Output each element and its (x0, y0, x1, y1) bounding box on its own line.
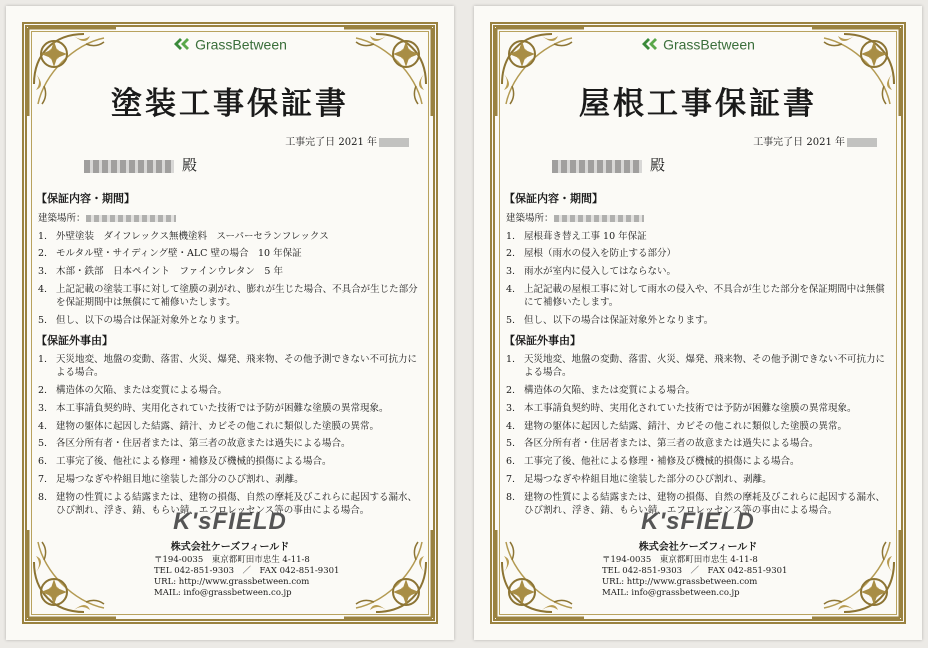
company-address: 〒194-0035 東京都町田市忠生 4-11-8 (602, 555, 758, 565)
list-item (504, 284, 892, 310)
company-url: URL: http://www.grassbetween.com (154, 577, 310, 588)
item-text: 建物の躯体に起因した結露、錆汁、カビその他これに類似した塗膜の異常。 (524, 420, 848, 432)
item-number: 4. (506, 284, 516, 296)
roofing-warranty-certificate (474, 6, 922, 640)
certificate-title: 塗装工事保証書 (111, 86, 349, 122)
company-url: URL: http://www.grassbetween.com (602, 577, 758, 588)
item-number: 3. (38, 266, 48, 278)
company-mail: MAIL: info@grassbetween.co.jp (154, 588, 292, 599)
item-text: 上記記載の塗装工事に対して塗膜の剥がれ、膨れが生じた場合、不具合が生じた部分を保証期間中は無償にて補修いたします。 (56, 284, 418, 308)
item-text: 建物の性質による結露または、建物の損傷、自然の摩耗及びこれらに起因する漏水、ひび割れ、浮き、錆、もらい錆、エフロレッセンス等の事由による場合。 (524, 491, 886, 516)
redacted-address (86, 215, 176, 222)
item-text: 各区分所有者・住居者または、第三者の故意または過失による場合。 (56, 438, 351, 450)
guarantee-list (36, 231, 424, 328)
exclusion-heading: 【保証外事由】 (36, 333, 113, 347)
guarantee-heading: 【保証内容・期間】 (504, 192, 603, 205)
item-text: 屋根（雨水の侵入を防止する部分） (524, 248, 677, 260)
item-number: 1. (506, 354, 516, 366)
item-number: 3. (506, 402, 516, 414)
item-text: 天災地変、地盤の変動、落雷、火災、爆発、飛来物、その他予測できない不可抗力による場合。 (56, 354, 418, 379)
completion-date-label: 工事完了日 2021 年 (285, 137, 377, 148)
item-number: 6. (506, 456, 516, 468)
item-text: 本工事請負契約時、実用化されていた技術では予防が困難な塗膜の異常現象。 (524, 402, 857, 414)
logo-text: GrassBetween (663, 36, 755, 53)
list-item (504, 248, 892, 261)
painting-warranty-certificate (6, 6, 454, 640)
list-item (504, 403, 892, 416)
list-item (36, 385, 424, 398)
item-number: 1. (506, 230, 516, 242)
list-item (36, 456, 424, 469)
company-address: 〒194-0035 東京都町田市忠生 4-11-8 (154, 555, 310, 565)
list-item (504, 438, 892, 451)
list-item (36, 438, 424, 451)
item-text: 但し、以下の場合は保証対象外となります。 (524, 314, 714, 326)
item-text: 本工事請負契約時、実用化されていた技術では予防が困難な塗膜の異常現象。 (56, 402, 389, 414)
item-text: 構造体の欠陥、または変質による場合。 (56, 385, 228, 396)
list-item (36, 421, 424, 434)
guarantee-heading: 【保証内容・期間】 (36, 192, 135, 205)
item-text: 外壁塗装 ダイフレックス無機塗料 スーパーセランフレックス (56, 230, 329, 242)
company-brand-logo: K'sFIELD (641, 508, 755, 535)
certificate-body (504, 188, 892, 524)
completion-date (285, 133, 409, 148)
company-phone: TEL 042-851-9303 ／ FAX 042-851-9301 (602, 566, 788, 577)
list-item (504, 354, 892, 380)
list-item (36, 284, 424, 310)
item-number: 2. (506, 385, 516, 396)
completion-date (753, 133, 877, 148)
item-text: モルタル壁・サイディング壁・ALC 壁の場合 10 年保証 (56, 248, 302, 260)
list-item (36, 474, 424, 487)
addressee-honorific: 殿 (650, 156, 666, 174)
list-item (504, 474, 892, 487)
item-number: 5. (506, 438, 516, 450)
item-number: 7. (506, 474, 516, 486)
site-label: 建築場所： (506, 212, 554, 224)
addressee (552, 154, 665, 175)
exclusion-list (504, 354, 892, 517)
list-item (36, 231, 424, 244)
logo-text: GrassBetween (195, 36, 287, 53)
company-block (474, 508, 922, 553)
item-text: 屋根葺き替え工事 10 年保証 (524, 230, 647, 242)
redacted-name (84, 160, 174, 173)
item-number: 6. (38, 456, 48, 468)
item-number: 4. (38, 420, 48, 432)
item-number: 3. (38, 402, 48, 414)
list-item (504, 231, 892, 244)
grass-chevron-icon (641, 37, 659, 51)
addressee-honorific: 殿 (182, 156, 198, 174)
item-text: 工事完了後、他社による修理・補修及び機械的損傷による場合。 (524, 456, 800, 468)
item-text: 天災地変、地盤の変動、落雷、火災、爆発、飛来物、その他予測できない不可抗力による場合。 (524, 354, 886, 379)
item-number: 1. (38, 354, 48, 366)
item-text: 雨水が室内に侵入してはならない。 (524, 266, 677, 278)
redacted-date (847, 138, 877, 147)
certificate-title: 屋根工事保証書 (579, 86, 817, 122)
item-text: 各区分所有者・住居者または、第三者の故意または過失による場合。 (524, 438, 819, 450)
company-brand-logo: K'sFIELD (173, 508, 287, 535)
list-item (504, 315, 892, 328)
certificate-body (36, 188, 424, 524)
item-number: 8. (506, 491, 516, 503)
list-item (36, 315, 424, 328)
company-contact (154, 555, 339, 599)
item-number: 5. (506, 314, 516, 326)
grassbetween-logo (6, 35, 454, 52)
item-number: 7. (38, 474, 48, 486)
company-phone: TEL 042-851-9303 ／ FAX 042-851-9301 (154, 566, 340, 577)
list-item (504, 385, 892, 398)
site-line (38, 213, 424, 226)
list-item (36, 354, 424, 380)
item-text: 上記記載の屋根工事に対して雨水の侵入や、不具合が生じた部分を保証期間中は無償にて補修いたします。 (524, 284, 885, 308)
completion-date-label: 工事完了日 2021 年 (753, 137, 845, 148)
site-line (506, 213, 892, 226)
company-name: 株式会社ケーズフィールド (170, 542, 290, 553)
redacted-name (552, 160, 642, 173)
item-number: 5. (38, 314, 48, 326)
item-number: 8. (38, 491, 48, 503)
guarantee-list (504, 231, 892, 328)
item-number: 4. (506, 420, 516, 432)
list-item (36, 248, 424, 261)
item-text: 構造体の欠陥、または変質による場合。 (524, 385, 696, 396)
list-item (504, 266, 892, 279)
addressee (84, 154, 197, 175)
company-block (6, 508, 454, 553)
item-text: 木部・鉄部 日本ペイント ファインウレタン 5 年 (56, 266, 283, 278)
item-number: 4. (38, 284, 48, 296)
item-text: 建物の性質による結露または、建物の損傷、自然の摩耗及びこれらに起因する漏水、ひび割れ、浮き、錆、もらい錆、エフロレッセンス等の事由による場合。 (56, 491, 418, 516)
exclusion-list (36, 354, 424, 517)
redacted-address (554, 215, 644, 222)
company-mail: MAIL: info@grassbetween.co.jp (602, 588, 740, 599)
item-text: 工事完了後、他社による修理・補修及び機械的損傷による場合。 (56, 456, 332, 468)
item-number: 3. (506, 266, 516, 278)
item-number: 5. (38, 438, 48, 450)
grassbetween-logo (474, 35, 922, 52)
list-item (504, 421, 892, 434)
redacted-date (379, 138, 409, 147)
item-text: 但し、以下の場合は保証対象外となります。 (56, 314, 246, 326)
item-number: 2. (38, 248, 48, 260)
grass-chevron-icon (173, 37, 191, 51)
item-text: 足場つなぎや枠組目地に塗装した部分のひび割れ、剥離。 (56, 474, 304, 486)
item-number: 2. (38, 385, 48, 396)
list-item (504, 456, 892, 469)
list-item (36, 266, 424, 279)
company-name: 株式会社ケーズフィールド (638, 542, 758, 553)
item-number: 2. (506, 248, 516, 260)
site-label: 建築場所： (38, 212, 86, 224)
item-text: 足場つなぎや枠組目地に塗装した部分のひび割れ、剥離。 (524, 474, 772, 486)
item-text: 建物の躯体に起因した結露、錆汁、カビその他これに類似した塗膜の異常。 (56, 420, 380, 432)
company-contact (602, 555, 787, 599)
list-item (36, 403, 424, 416)
exclusion-heading: 【保証外事由】 (504, 333, 581, 347)
item-number: 1. (38, 230, 48, 242)
